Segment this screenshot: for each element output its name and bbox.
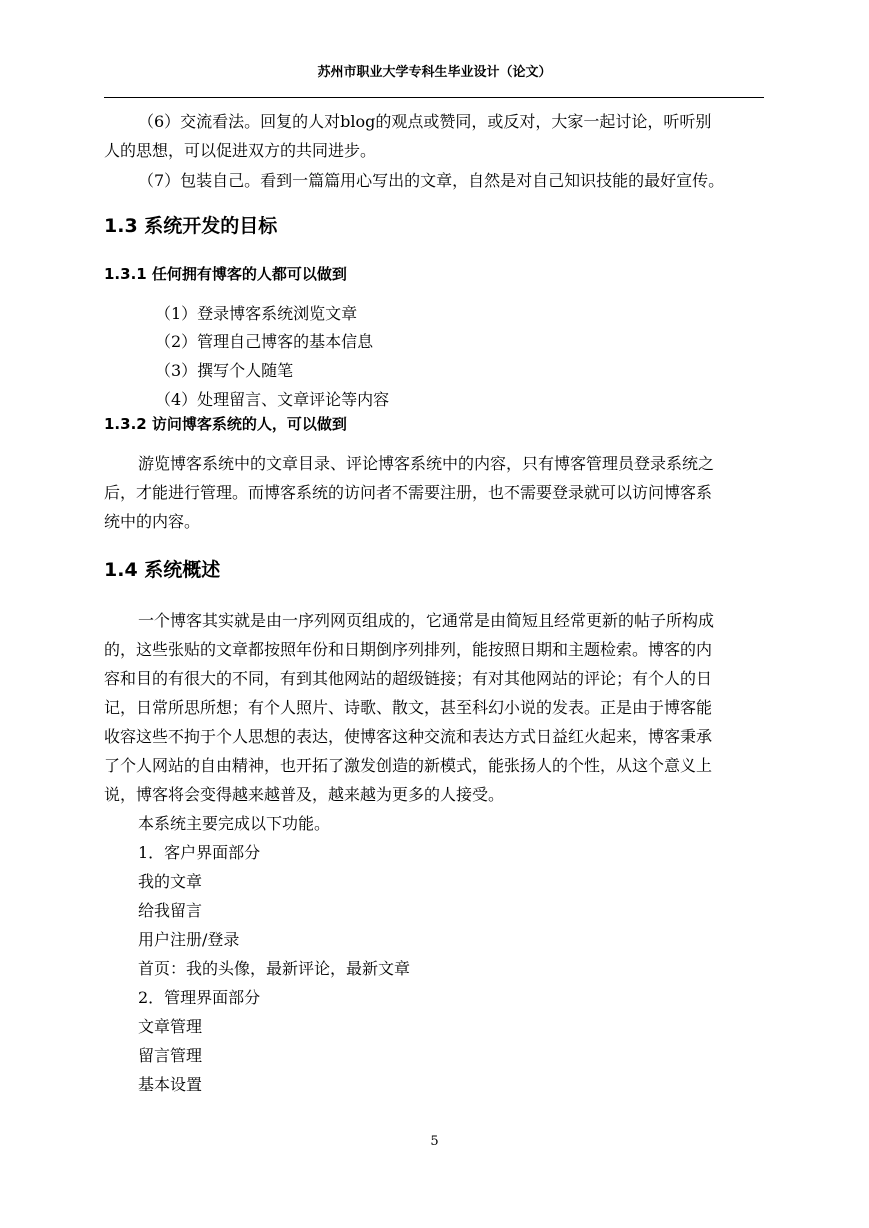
feature-line: 给我留言 xyxy=(138,901,203,920)
body-line: 后，才能进行管理。而博客系统的访问者不需要注册，也不需要登录就可以访问博客系 xyxy=(104,483,713,502)
section-heading-1-3: 1.3 系统开发的目标 xyxy=(104,215,278,237)
feature-line: 首页：我的头像，最新评论，最新文章 xyxy=(138,959,411,978)
paragraph-6-line-2: 人的思想，可以促进双方的共同进步。 xyxy=(104,141,377,160)
header-rule xyxy=(104,97,764,98)
feature-line: 文章管理 xyxy=(138,1017,203,1036)
feature-line: 基本设置 xyxy=(138,1075,203,1094)
body-line: 一个博客其实就是由一序列网页组成的，它通常是由简短且经常更新的帖子所构成 xyxy=(138,611,715,630)
body-line: 容和目的有很大的不同，有到其他网站的超级链接；有对其他网站的评论；有个人的日 xyxy=(104,669,713,688)
feature-line: 1．客户界面部分 xyxy=(138,843,261,862)
paragraph-7: （7）包装自己。看到一篇篇用心写出的文章，自然是对自己知识技能的最好宣传。 xyxy=(138,171,725,190)
body-line: 收容这些不拘于个人思想的表达，使博客这种交流和表达方式日益红火起来，博客秉承 xyxy=(104,727,713,746)
list-item: （1）登录博客系统浏览文章 xyxy=(155,304,358,323)
page-number: 5 xyxy=(430,1134,439,1149)
page-header-title: 苏州市职业大学专科生毕业设计（论文） xyxy=(317,65,552,80)
feature-line: 用户注册/登录 xyxy=(138,930,240,949)
subsection-heading-1-3-1: 1.3.1 任何拥有博客的人都可以做到 xyxy=(104,265,347,283)
body-line: 的，这些张贴的文章都按照年份和日期倒序列排列，能按照日期和主题检索。博客的内 xyxy=(104,640,713,659)
body-line: 了个人网站的自由精神，也开拓了激发创造的新模式，能张扬人的个性，从这个意义上 xyxy=(104,756,713,775)
body-line: 统中的内容。 xyxy=(104,512,201,531)
body-line: 记，日常所思所想；有个人照片、诗歌、散文，甚至科幻小说的发表。正是由于博客能 xyxy=(104,698,713,717)
feature-line: 我的文章 xyxy=(138,872,203,891)
section-heading-1-4: 1.4 系统概述 xyxy=(104,559,221,581)
feature-line: 留言管理 xyxy=(138,1046,203,1065)
list-item: （4）处理留言、文章评论等内容 xyxy=(155,390,390,409)
subsection-heading-1-3-2: 1.3.2 访问博客系统的人，可以做到 xyxy=(104,415,347,433)
list-item: （3）撰写个人随笔 xyxy=(155,361,294,380)
list-item: （2）管理自己博客的基本信息 xyxy=(155,332,374,351)
paragraph-6-line-1: （6）交流看法。回复的人对blog的观点或赞同，或反对，大家一起讨论，听听别 xyxy=(138,112,712,131)
body-line: 游览博客系统中的文章目录、评论博客系统中的内容，只有博客管理员登录系统之 xyxy=(138,454,715,473)
feature-line: 本系统主要完成以下功能。 xyxy=(138,814,331,833)
feature-line: 2．管理界面部分 xyxy=(138,988,261,1007)
body-line: 说，博客将会变得越来越普及，越来越为更多的人接受。 xyxy=(104,785,505,804)
